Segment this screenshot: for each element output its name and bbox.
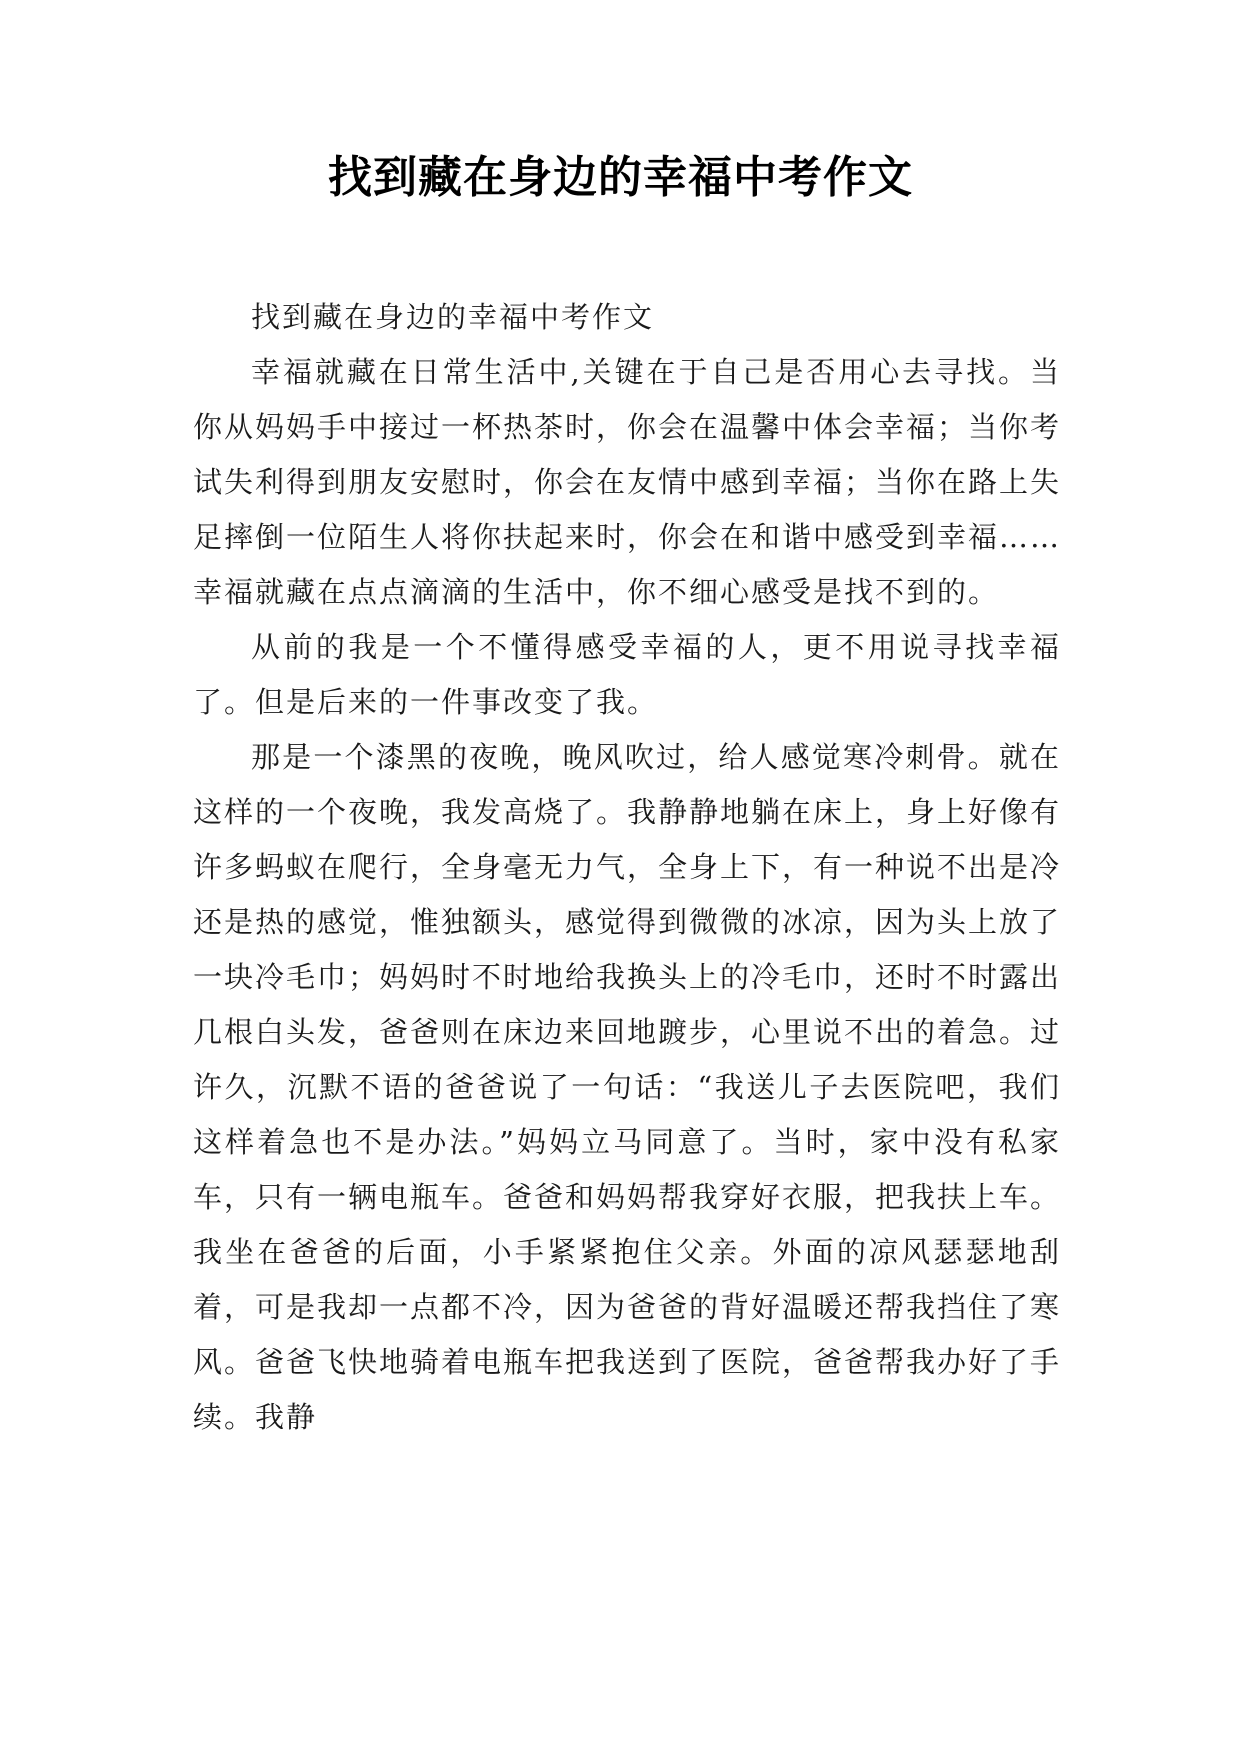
document-body <box>193 290 1061 1445</box>
paragraph-3: 那是一个漆黑的夜晚，晚风吹过，给人感觉寒冷刺骨。就在这样的一个夜晚，我发高烧了。我静静地躺在床上，身上好像有许多蚂蚁在爬行，全身毫无力气，全身上下，有一种说不出是冷还是热的感觉，惟独额头，感觉得到微微的冰凉，因为头上放了一块冷毛巾；妈妈时不时地给我换头上的冷毛巾，还时不时露出几根白头发，爸爸则在床边来回地踱步，心里说不出的着急。过许久，沉默不语的爸爸说了一句话：“我送儿子去医院吧，我们这样着急也不是办法。”妈妈立马同意了。当时，家中没有私家车，只有一辆电瓶车。爸爸和妈妈帮我穿好衣服，把我扶上车。我坐在爸爸的后面，小手紧紧抱住父亲。外面的凉风瑟瑟地刮着，可是我却一点都不冷，因为爸爸的背好温暖还帮我挡住了寒风。爸爸飞快地骑着电瓶车把我送到了医院，爸爸帮我办好了手续。我静 <box>193 740 1062 1434</box>
paragraph-2: 从前的我是一个不懂得感受幸福的人，更不用说寻找幸福了。但是后来的一件事改变了我。 <box>193 630 1061 719</box>
paragraph-subtitle: 找到藏在身边的幸福中考作文 <box>251 300 655 334</box>
document-title: 找到藏在身边的幸福中考作文 <box>328 152 913 203</box>
paragraph-1: 幸福就藏在日常生活中,关键在于自己是否用心去寻找。当你从妈妈手中接过一杯热茶时，你会在温馨中体会幸福；当你考试失利得到朋友安慰时，你会在友情中感到幸福；当你在路上失足摔倒一位陌生人将你扶起来时，你会在和谐中感受到幸福……幸福就藏在点点滴滴的生活中，你不细心感受是找不到的。 <box>193 355 1062 609</box>
